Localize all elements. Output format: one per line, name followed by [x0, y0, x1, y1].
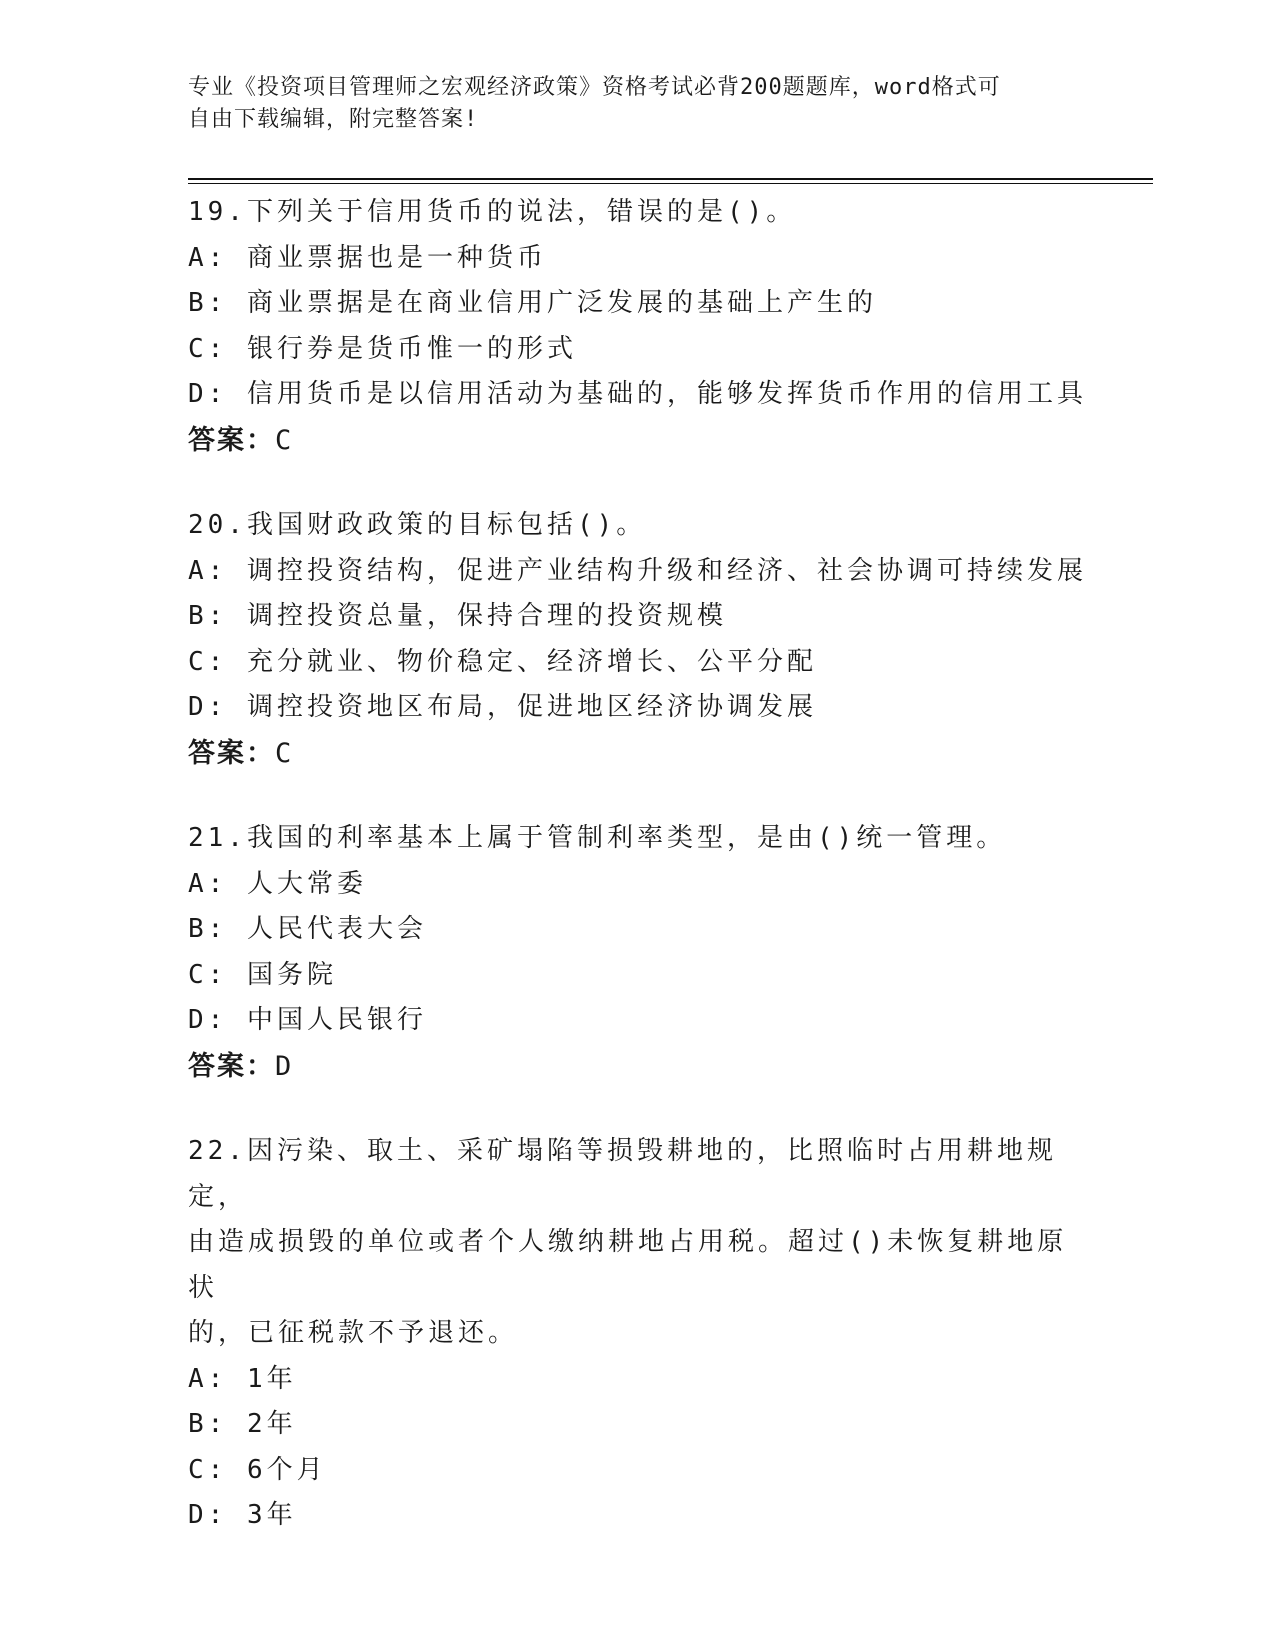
question-text-line-2: 由造成损毁的单位或者个人缴纳耕地占用税。超过()未恢复耕地原状 — [188, 1227, 1068, 1303]
answer-value: D — [275, 1050, 294, 1082]
option-a: A: 商业票据也是一种货币 — [188, 242, 547, 273]
option-d: D: 调控投资地区布局，促进地区经济协调发展 — [188, 692, 817, 722]
answer-line — [188, 731, 1088, 777]
header-divider-thin — [188, 183, 1153, 184]
header-title-line-1: 专业《投资项目管理师之宏观经济政策》资格考试必背200题题库，word格式可 — [188, 75, 1001, 100]
option-b: B: 调控投资总量，保持合理的投资规模 — [188, 601, 727, 631]
option-c: C: 6个月 — [188, 1454, 327, 1485]
option-c: C: 国务院 — [188, 959, 337, 990]
question-stem — [188, 816, 1088, 862]
question-text: 19.下列关于信用货币的说法，错误的是()。 — [188, 197, 797, 227]
option-c: C: 充分就业、物价稳定、经济增长、公平分配 — [188, 646, 817, 677]
header-title-line-2: 自由下载编辑，附完整答案! — [188, 107, 479, 132]
document-header — [188, 72, 1068, 136]
option-d: D: 信用货币是以信用活动为基础的，能够发挥货币作用的信用工具 — [188, 379, 1087, 409]
question-text: 20.我国财政政策的目标包括()。 — [188, 510, 647, 540]
answer-label: 答案： — [188, 737, 275, 769]
question-stem — [188, 1129, 1088, 1357]
answer-label: 答案： — [188, 1050, 275, 1082]
question-stem — [188, 190, 1088, 236]
question-list — [188, 190, 1088, 1579]
question-text-line-3: 的，已征税款不予退还。 — [188, 1318, 519, 1348]
answer-line — [188, 1044, 1088, 1090]
answer-line — [188, 418, 1088, 464]
option-d: D: 中国人民银行 — [188, 1005, 427, 1035]
answer-value: C — [275, 424, 294, 456]
option-b: B: 人民代表大会 — [188, 914, 427, 944]
question-stem — [188, 503, 1088, 549]
header-divider-thick — [188, 178, 1153, 180]
option-d: D: 3年 — [188, 1500, 297, 1530]
option-c: C: 银行券是货币惟一的形式 — [188, 333, 577, 364]
option-a: A: 调控投资结构，促进产业结构升级和经济、社会协调可持续发展 — [188, 555, 1087, 586]
option-b: B: 商业票据是在商业信用广泛发展的基础上产生的 — [188, 288, 877, 318]
option-a: A: 1年 — [188, 1363, 297, 1394]
question-22 — [188, 1129, 1088, 1539]
option-b: B: 2年 — [188, 1409, 297, 1439]
answer-value: C — [275, 737, 294, 769]
option-a: A: 人大常委 — [188, 868, 367, 899]
question-text-line-1: 22.因污染、取土、采矿塌陷等损毁耕地的，比照临时占用耕地规定， — [188, 1136, 1057, 1212]
question-19 — [188, 190, 1088, 463]
question-21 — [188, 816, 1088, 1089]
question-20 — [188, 503, 1088, 776]
question-text: 21.我国的利率基本上属于管制利率类型，是由()统一管理。 — [188, 823, 1007, 853]
answer-label: 答案： — [188, 424, 275, 456]
